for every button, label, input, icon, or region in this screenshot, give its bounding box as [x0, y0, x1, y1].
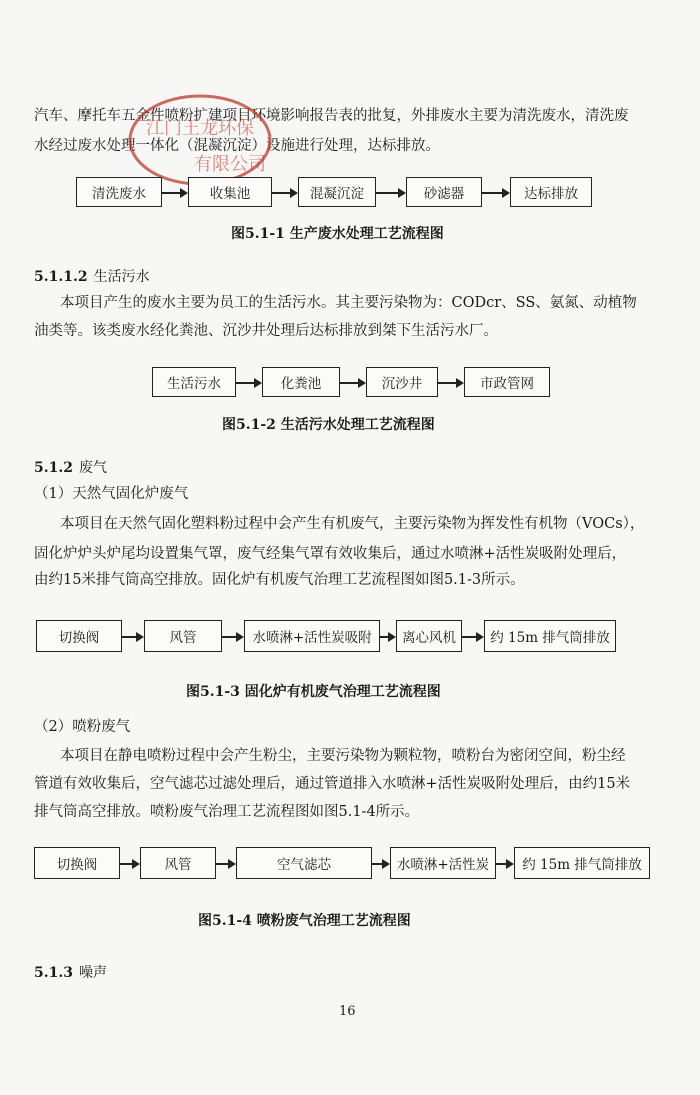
flow2-step-2: 化粪池 [262, 367, 340, 397]
flow3-step-1: 切换阀 [36, 620, 122, 652]
section-title: 废气 [78, 460, 107, 476]
sewage-para-line-2: 油类等。该类废水经化粪池、沉沙井处理后达标排放到桀下生活污水厂。 [34, 323, 498, 339]
natural-gas-para-line-1: 本项目在天然气固化塑料粉过程中会产生有机废气，主要污染物为挥发性有机物（VOCs）， [60, 516, 645, 532]
powder-para-line-2: 管道有效收集后，空气滤芯过滤处理后，通过管道排入水喷淋+活性炭吸附处理后，由约15米 [34, 776, 631, 792]
flow1-step-1: 清洗废水 [76, 177, 162, 207]
arrow-icon [120, 863, 138, 865]
flow2-step-4: 市政管网 [464, 367, 550, 397]
section-number: 5.1.3 [34, 965, 73, 981]
arrow-icon [496, 863, 512, 865]
svg-text:有限公司: 有限公司 [194, 154, 266, 175]
page-number: 16 [339, 1004, 356, 1019]
flow1-step-3: 混凝沉淀 [298, 177, 376, 207]
figure-caption-5-1-1: 图5.1-1 生产废水处理工艺流程图 [231, 226, 444, 242]
arrow-icon [340, 382, 364, 384]
figure-caption-5-1-3: 图5.1-3 固化炉有机废气治理工艺流程图 [186, 684, 441, 700]
section-title: 生活污水 [93, 269, 150, 285]
company-seal-stamp [125, 90, 275, 190]
arrow-icon [462, 636, 482, 638]
flow2-step-3: 沉沙井 [366, 367, 438, 397]
intro-line-2: 水经过废水处理一体化（混凝沉淀）设施进行处理，达标排放。 [34, 138, 440, 154]
arrow-icon [236, 382, 260, 384]
arrow-icon [162, 192, 186, 194]
arrow-icon [122, 636, 142, 638]
flow4-step-4: 水喷淋+活性炭 [390, 847, 496, 879]
flow1-step-2: 收集池 [188, 177, 272, 207]
arrow-icon [222, 636, 242, 638]
figure-caption-5-1-4: 图5.1-4 喷粉废气治理工艺流程图 [198, 913, 411, 929]
intro-line-1: 汽车、摩托车五金件喷粉扩建项目环境影响报告表的批复，外排废水主要为清洗废水，清洗废 [34, 108, 629, 124]
section-heading-5-1-2 [34, 457, 107, 477]
svg-text:江门王龙环保: 江门王龙环保 [146, 118, 254, 139]
flow3-step-3: 水喷淋+活性炭吸附 [244, 620, 380, 652]
figure-caption-5-1-2: 图5.1-2 生活污水处理工艺流程图 [222, 417, 435, 433]
flow2-step-1: 生活污水 [152, 367, 236, 397]
arrow-icon [438, 382, 462, 384]
arrow-icon [216, 863, 234, 865]
flow1-step-5: 达标排放 [510, 177, 592, 207]
sewage-para-line-1: 本项目产生的废水主要为员工的生活污水。其主要污染物为：CODcr、SS、氨氮、动植物 [60, 295, 637, 311]
subsection-title-powder-spray: （2）喷粉废气 [34, 719, 131, 735]
natural-gas-para-line-3: 由约15米排气筒高空排放。固化炉有机废气治理工艺流程图如图5.1-3所示。 [34, 572, 525, 588]
arrow-icon [380, 636, 394, 638]
flow4-step-1: 切换阀 [34, 847, 120, 879]
section-number: 5.1.2 [34, 460, 73, 476]
flow4-step-3: 空气滤芯 [236, 847, 372, 879]
section-title: 噪声 [78, 965, 107, 981]
section-number: 5.1.1.2 [34, 269, 88, 285]
flow3-step-2: 风管 [144, 620, 222, 652]
powder-para-line-3: 排气筒高空排放。喷粉废气治理工艺流程图如图5.1-4所示。 [34, 804, 420, 820]
subsection-title-natural-gas: （1）天然气固化炉废气 [34, 486, 189, 502]
natural-gas-para-line-2: 固化炉炉头炉尾均设置集气罩，废气经集气罩有效收集后，通过水喷淋+活性炭吸附处理后， [34, 546, 627, 562]
section-heading-5-1-1-2 [34, 266, 150, 286]
flow3-step-5: 约 15m 排气筒排放 [484, 620, 616, 652]
flow3-step-4: 离心风机 [396, 620, 462, 652]
section-heading-5-1-3 [34, 962, 107, 982]
flow1-step-4: 砂滤器 [406, 177, 482, 207]
arrow-icon [376, 192, 404, 194]
flow4-step-2: 风管 [140, 847, 216, 879]
powder-para-line-1: 本项目在静电喷粉过程中会产生粉尘，主要污染物为颗粒物，喷粉台为密闭空间，粉尘经 [60, 748, 626, 764]
arrow-icon [272, 192, 296, 194]
arrow-icon [372, 863, 388, 865]
flow4-step-5: 约 15m 排气筒排放 [514, 847, 650, 879]
arrow-icon [482, 192, 508, 194]
